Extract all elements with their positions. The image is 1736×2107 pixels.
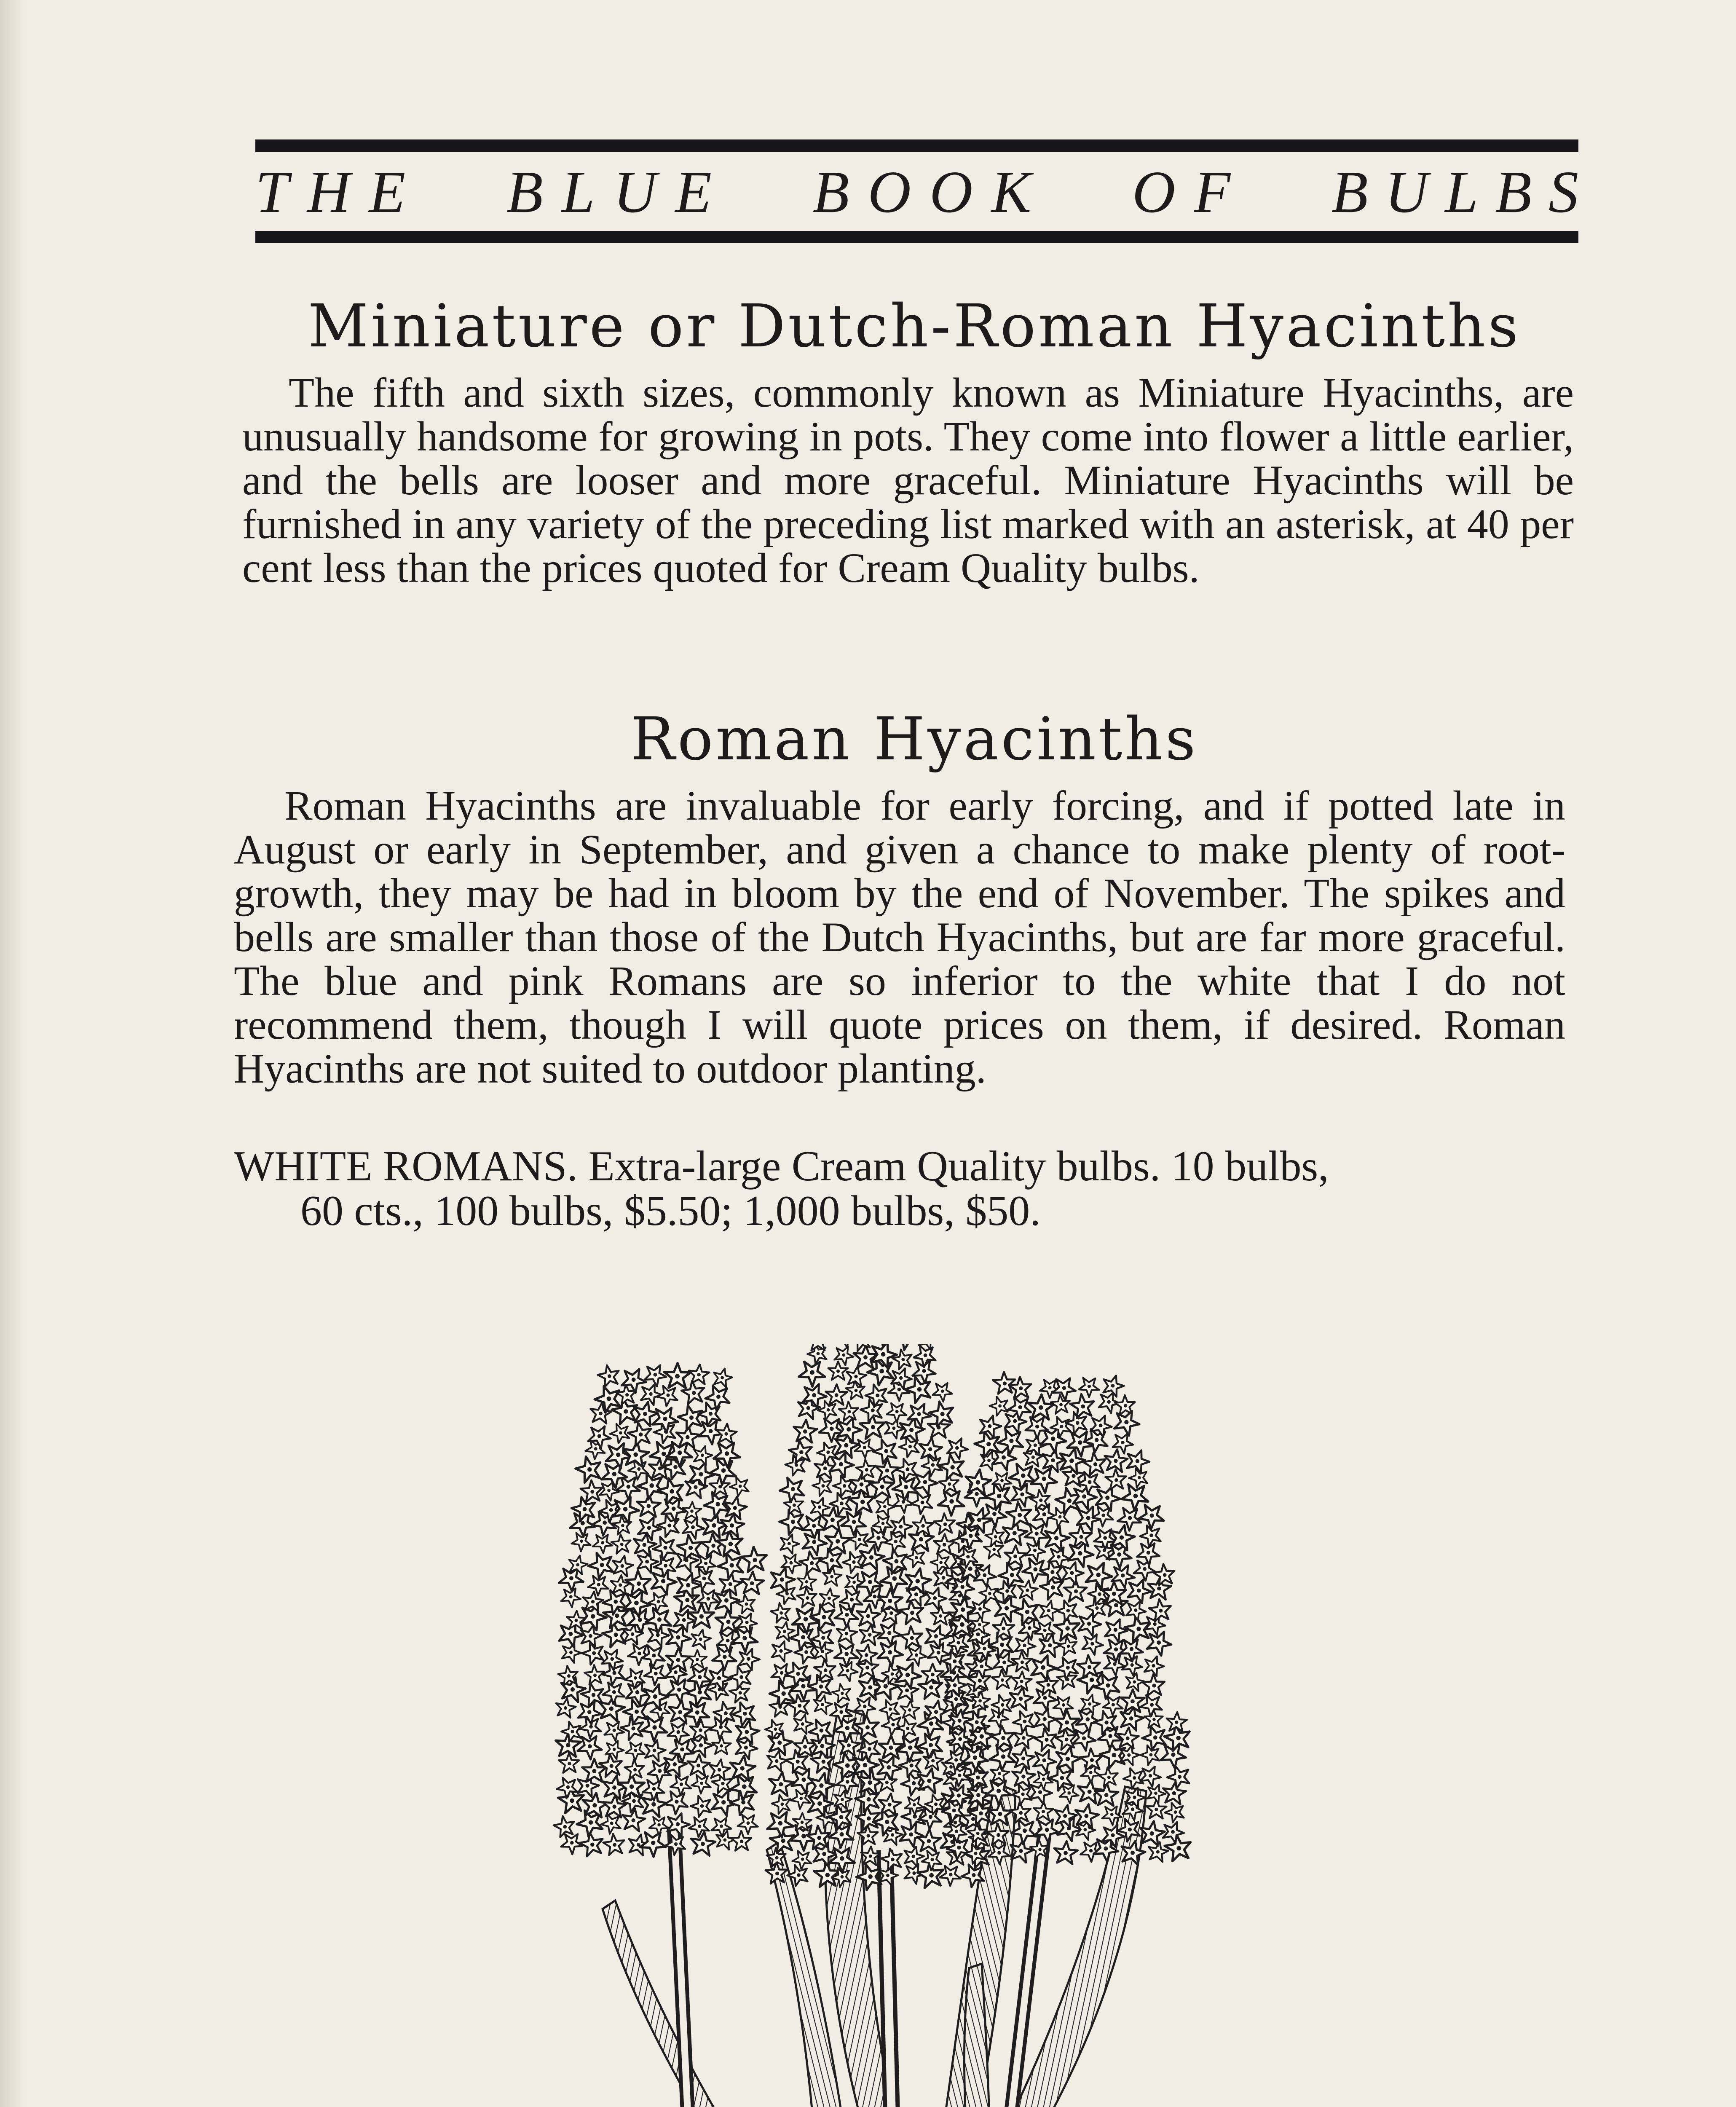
- running-header-word: BLUE: [506, 158, 730, 225]
- flower-spike-right: [939, 1369, 1197, 1867]
- hyacinth-floret: [631, 1531, 658, 1557]
- hyacinth-floret: [768, 1638, 794, 1663]
- hyacinth-floret: [930, 1378, 956, 1404]
- hyacinth-floret: [857, 1622, 882, 1646]
- hyacinth-illustration: [506, 1344, 1306, 2107]
- hyacinth-floret: [879, 1735, 903, 1759]
- hyacinth-floret: [739, 1571, 764, 1595]
- hyacinth-floret: [1007, 1374, 1035, 1402]
- hyacinth-floret: [711, 1366, 734, 1389]
- running-header-word: BOOK: [812, 158, 1050, 225]
- hyacinth-floret: [831, 1344, 857, 1367]
- hyacinth-floret: [937, 1450, 970, 1484]
- hyacinth-floret: [821, 1566, 842, 1586]
- page-gutter-shadow: [0, 0, 25, 2107]
- hyacinth-floret: [902, 1792, 927, 1817]
- hyacinth-floret: [554, 1697, 577, 1718]
- hyacinth-floret: [682, 1501, 702, 1520]
- hyacinth-floret: [1146, 1799, 1167, 1818]
- offer-prices: 60 cts., 100 bulbs, $5.50; 1,000 bulbs, $50.: [300, 1187, 1041, 1235]
- hyacinth-floret: [767, 1771, 794, 1797]
- hyacinth-floret: [689, 1627, 713, 1650]
- hyacinth-floret: [1050, 1691, 1077, 1718]
- hyacinth-floret: [610, 1531, 635, 1557]
- hyacinth-floret: [1144, 1781, 1168, 1804]
- hyacinth-floret: [825, 1384, 847, 1405]
- hyacinth-floret: [818, 1587, 840, 1608]
- hyacinth-floret: [932, 1511, 959, 1538]
- hyacinth-floret: [1094, 1783, 1119, 1806]
- hyacinth-floret: [930, 1606, 951, 1625]
- hyacinth-floret: [916, 1828, 941, 1852]
- hyacinth-floret: [873, 1752, 905, 1782]
- hyacinth-floret: [596, 1362, 624, 1390]
- hyacinth-floret: [1141, 1671, 1168, 1700]
- offer-variety-name: WHITE ROMANS.: [234, 1142, 578, 1190]
- hyacinth-floret: [1161, 1780, 1187, 1805]
- hyacinth-floret: [664, 1363, 691, 1388]
- hyacinth-floret: [1165, 1761, 1195, 1792]
- hyacinth-floret: [623, 1737, 649, 1763]
- hyacinth-floret: [812, 1693, 834, 1715]
- running-header-word: BULBS: [1331, 158, 1595, 225]
- hyacinth-floret: [1053, 1840, 1079, 1865]
- hyacinth-floret: [991, 1667, 1015, 1693]
- hyacinth-floret: [877, 1792, 902, 1816]
- hyacinth-floret: [796, 1585, 821, 1611]
- hyacinth-floret: [1007, 1685, 1034, 1711]
- hyacinth-floret: [884, 1398, 911, 1424]
- hyacinth-floret: [1053, 1743, 1083, 1773]
- hyacinth-floret: [1123, 1446, 1152, 1474]
- hyacinth-floret: [1141, 1653, 1166, 1678]
- hyacinth-floret: [1090, 1501, 1118, 1529]
- hyacinth-floret: [689, 1830, 716, 1856]
- hyacinth-floret: [1096, 1388, 1123, 1415]
- hyacinth-floret: [730, 1828, 755, 1854]
- hyacinth-floret: [922, 1750, 944, 1771]
- hyacinth-floret: [898, 1623, 927, 1652]
- hyacinth-floret: [712, 1736, 731, 1755]
- hyacinth-floret: [641, 1658, 671, 1688]
- hyacinth-floret: [877, 1772, 897, 1791]
- hyacinth-floret: [793, 1419, 818, 1443]
- hyacinth-floret: [1143, 1626, 1175, 1657]
- hyacinth-floret: [897, 1597, 928, 1628]
- running-header-word: OF: [1132, 158, 1249, 225]
- hyacinth-floret: [578, 1829, 608, 1860]
- hyacinth-floret: [648, 1402, 683, 1435]
- hyacinth-floret: [1011, 1632, 1038, 1658]
- running-header-word: THE: [255, 158, 424, 225]
- hyacinth-floret: [621, 1807, 646, 1832]
- hyacinth-floret: [1030, 1745, 1060, 1774]
- flower-spike-left: [552, 1360, 772, 1860]
- hyacinth-floret: [708, 1812, 735, 1839]
- hyacinth-floret: [610, 1554, 635, 1577]
- hyacinth-floret: [830, 1681, 855, 1705]
- hyacinth-floret: [1143, 1708, 1166, 1731]
- hyacinth-floret: [1135, 1498, 1169, 1532]
- hyacinth-floret: [688, 1650, 707, 1668]
- hyacinth-floret: [921, 1584, 949, 1611]
- hyacinth-floret: [688, 1364, 710, 1385]
- hyacinth-floret: [687, 1753, 710, 1776]
- hyacinth-floret: [976, 1413, 1004, 1439]
- hyacinth-floret: [989, 1722, 1019, 1753]
- hyacinth-floret: [734, 1591, 759, 1616]
- price-offer: [234, 1144, 1565, 1233]
- hyacinth-floret: [1137, 1762, 1164, 1788]
- header-rule-top: [255, 139, 1578, 152]
- hyacinth-floret: [900, 1700, 920, 1719]
- hyacinth-floret: [739, 1543, 772, 1576]
- hyacinth-floret: [770, 1791, 795, 1817]
- hyacinth-floret: [662, 1785, 693, 1817]
- hyacinth-floret: [689, 1791, 717, 1820]
- hyacinth-floret: [943, 1434, 971, 1461]
- running-header: [255, 156, 1595, 228]
- hyacinth-floret: [855, 1603, 881, 1628]
- hyacinth-floret: [769, 1600, 794, 1626]
- header-rule-bottom: [255, 231, 1578, 243]
- hyacinth-floret: [1109, 1429, 1136, 1455]
- section-title-miniature: Miniature or Dutch-Roman Hyacinths: [308, 292, 1521, 361]
- section-body-roman: Roman Hyacinths are invaluable for early forcing, and if potted late in August or early in September, and given a chance to make plenty of root-growth, they may be had in bloom by the end of November. The spikes and bells are smaller than those of the Dutch Hyacinths, but are far more graceful. The blue and pink Romans are so inferior to the white that I do not recommend them, though I will quote prices on them, if desired. Roman Hyacinths are not suited to outdoor planting.: [234, 782, 1565, 1092]
- hyacinth-floret: [1082, 1557, 1116, 1591]
- hyacinth-floret: [1138, 1690, 1167, 1719]
- hyacinth-floret: [933, 1533, 955, 1554]
- hyacinth-floret: [597, 1751, 627, 1781]
- hyacinth-floret: [609, 1574, 631, 1595]
- section-title-roman: Roman Hyacinths: [630, 705, 1198, 774]
- offer-description: Extra-large Cream Quality bulbs. 10 bulbs,: [588, 1142, 1329, 1190]
- hyacinth-floret: [638, 1381, 664, 1407]
- hyacinth-floret: [602, 1831, 629, 1858]
- section-body-miniature: The fifth and sixth sizes, commonly known as Miniature Hyacinths, are unusually handsome for growing in pots. They come into flower a little earlier, and the bells are looser and more graceful. Miniature Hyacinths will be furnished in any variety of the preceding list marked with an asterisk, at 40 per cent less than the prices quoted for Cream Quality bulbs.: [242, 369, 1574, 591]
